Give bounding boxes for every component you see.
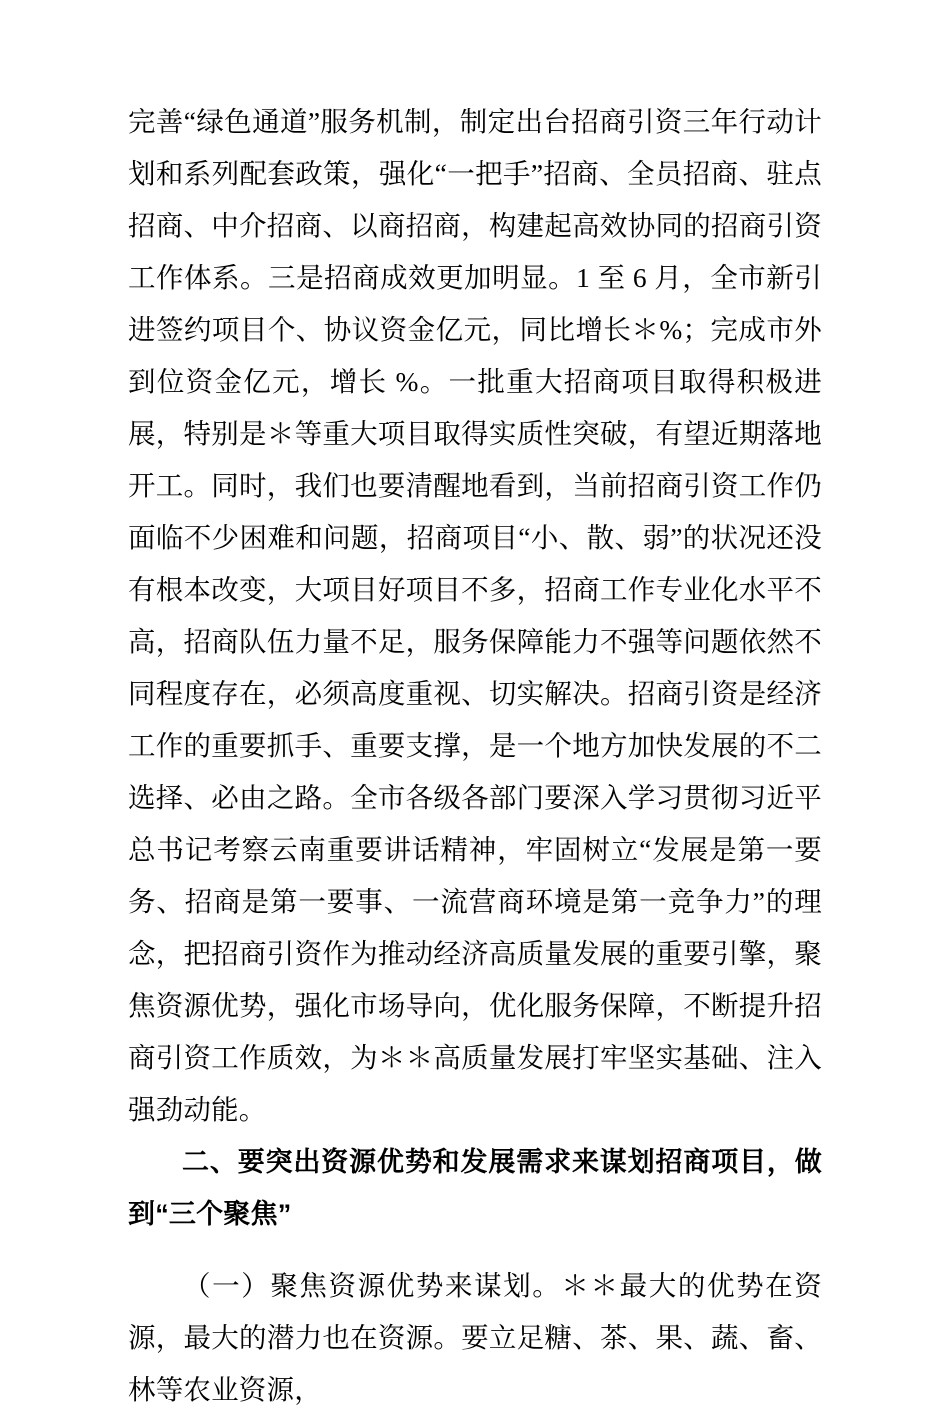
document-body (128, 96, 822, 1416)
section-heading-two: 二、要突出资源优势和发展需求来谋划招商项目，做到“三个聚焦” (128, 1147, 822, 1229)
paragraph-subsection-one: （一）聚焦资源优势来谋划。＊＊最大的优势在资源，最大的潜力也在资源。要立足糖、茶、果、蔬、畜、林等农业资源， (128, 1270, 822, 1405)
paragraph-continued: 完善“绿色通道”服务机制，制定出台招商引资三年行动计划和系列配套政策，强化“一把手”招商、全员招商、驻点招商、中介招商、以商招商，构建起高效协同的招商引资工作体系。三是招商成效更加明显。1 至 6 月，全市新引进签约项目个、协议资金亿元，同比增长＊%；完成市外到位资金亿元，增长 %。一批重大招商项目取得积极进展，特别是＊等重大项目取得实质性突破，有望近期落地开工。同时，我们也要清醒地看到，当前招商引资工作仍面临不少困难和问题，招商项目“小、散、弱”的状况还没有根本改变，大项目好项目不多，招商工作专业化水平不高，招商队伍力量不足，服务保障能力不强等问题依然不同程度存在，必须高度重视、切实解决。招商引资是经济工作的重要抓手、重要支撑，是一个地方加快发展的不二选择、必由之路。全市各级各部门要深入学习贯彻习近平总书记考察云南重要讲话精神，牢固树立“发展是第一要务、招商是第一要事、一流营商环境是第一竞争力”的理念，把招商引资作为推动经济高质量发展的重要引擎，聚焦资源优势，强化市场导向，优化服务保障，不断提升招商引资工作质效，为＊＊高质量发展打牢坚实基础、注入强劲动能。 (128, 106, 822, 1125)
